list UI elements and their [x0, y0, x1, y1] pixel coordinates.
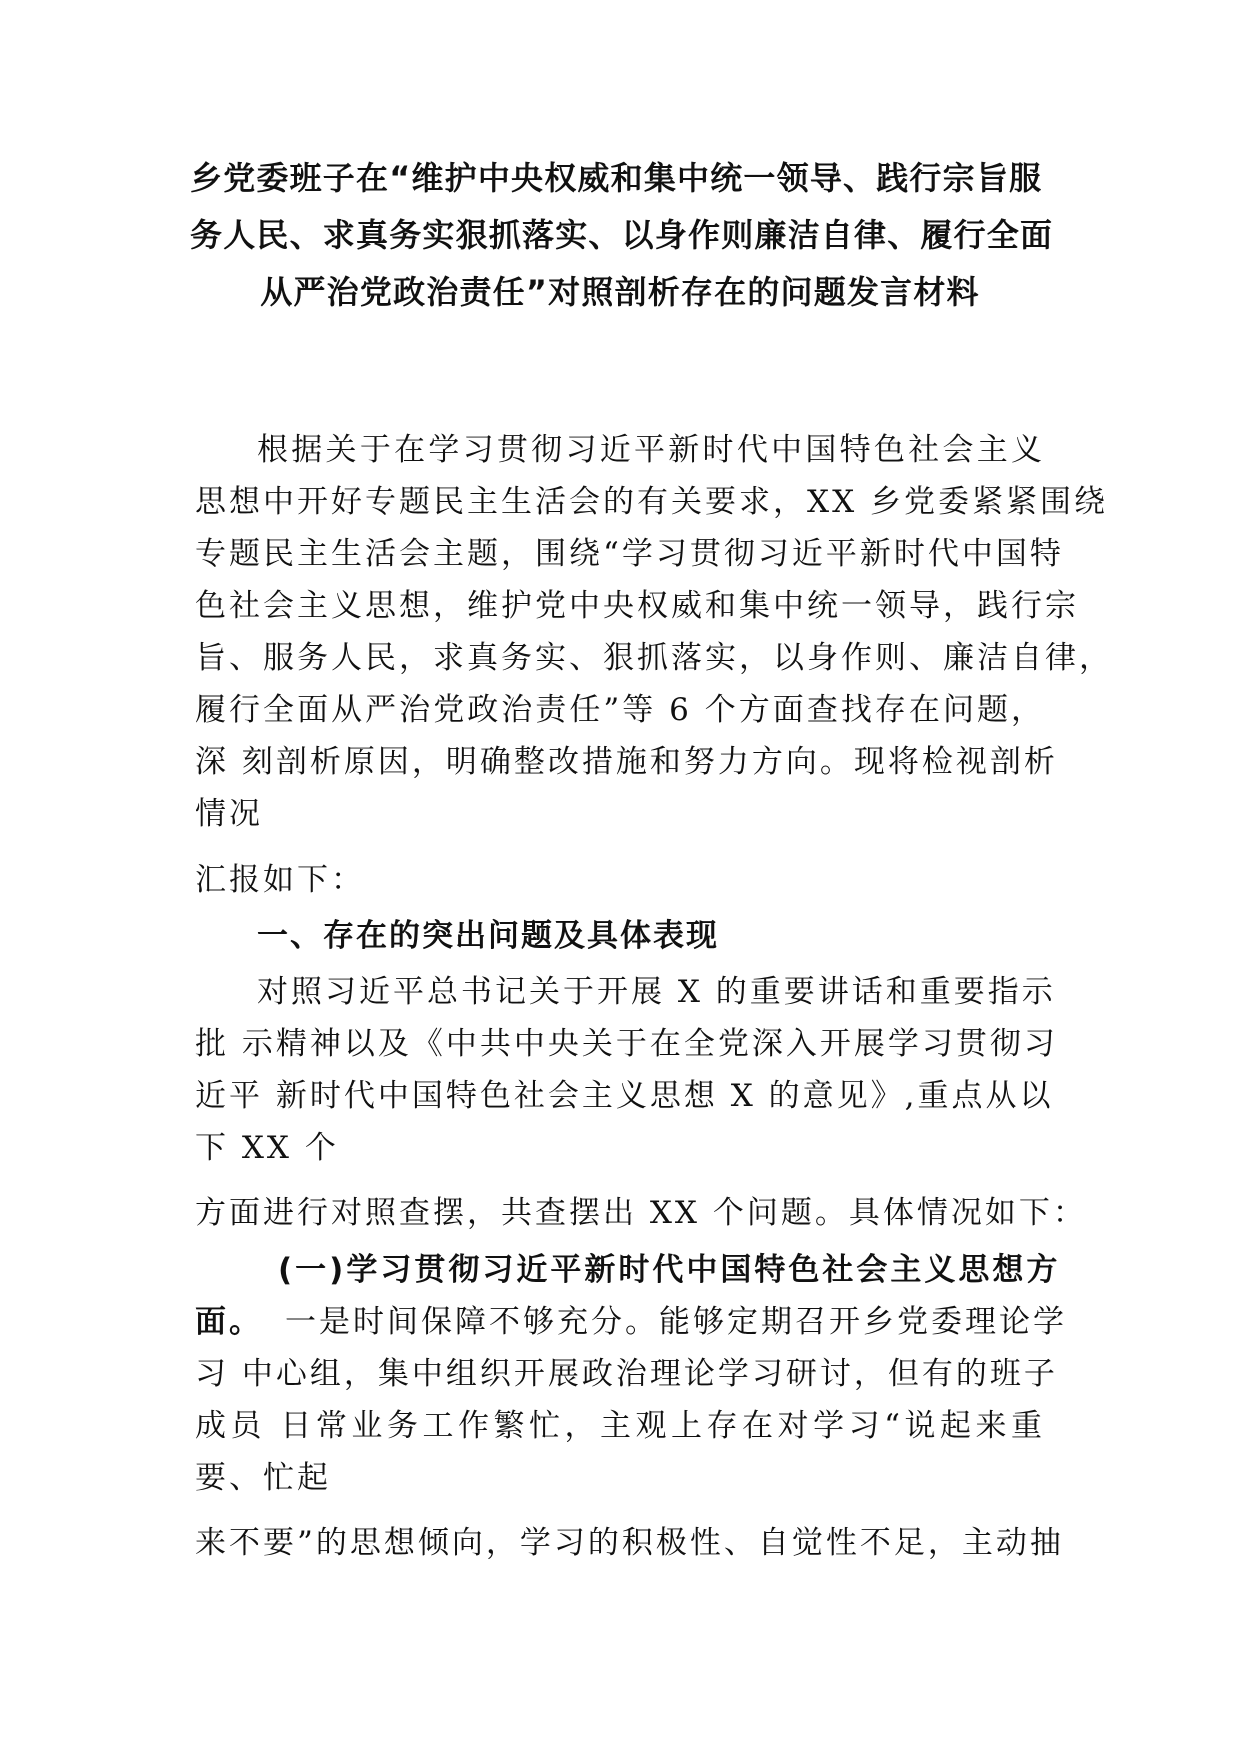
title-line-2: 务人民、求真务实狠抓落实、以身作则廉洁自律、履行全面 — [190, 216, 1054, 254]
title-line-3: 从严治党政治责任”对照剖析存在的问题发言材料 — [260, 273, 980, 311]
subsection-1-heading: (一)学习贯彻习近平新时代中国特色社会主义思想方 — [278, 1252, 1061, 1288]
section-1-heading: 一、存在的突出问题及具体表现 — [257, 918, 719, 954]
intro-line-3: 专题民主生活会主题，围绕“学习贯彻习近平新时代中国特 — [195, 536, 1064, 572]
subsection-1-heading-end: 面。 — [195, 1304, 263, 1340]
title-line-1: 乡党委班子在“维护中央权威和集中统一领导、践行宗旨服 — [190, 159, 1043, 197]
subsection-1-line-1 — [195, 1302, 1067, 1342]
document-title — [190, 150, 1054, 321]
intro-line-1: 根据关于在学习贯彻习近平新时代中国特色社会主义 — [257, 432, 1045, 468]
intro-line-7: 深 刻剖析原因，明确整改措施和努力方向。现将检视剖析 — [195, 744, 1058, 780]
section-1-line-3: 近平 新时代中国特色社会主义思想 X 的意见》,重点从以 — [195, 1078, 1054, 1114]
section-1-line-1: 对照习近平总书记关于开展 X 的重要讲话和重要指示 — [257, 974, 1056, 1010]
intro-line-4: 色社会主义思想，维护党中央权威和集中统一领导，践行宗 — [195, 588, 1079, 624]
section-1-summary: 方面进行对照查摆，共查摆出 XX 个问题。具体情况如下： — [195, 1195, 1087, 1231]
report-line: 汇报如下： — [195, 862, 365, 898]
subsection-1-line-3: 成员 日常业务工作繁忙，主观上存在对学习“说起来重 — [195, 1408, 1045, 1444]
subsection-1-continue: 来不要”的思想倾向，学习的积极性、自觉性不足，主动抽 — [195, 1525, 1064, 1561]
intro-line-2: 思想中开好专题民主生活会的有关要求，XX 乡党委紧紧围绕 — [195, 484, 1108, 520]
section-1-line-2: 批 示精神以及《中共中央关于在全党深入开展学习贯彻习 — [195, 1026, 1058, 1062]
intro-line-8: 情况 — [195, 796, 263, 832]
subsection-1-line-4: 要、忙起 — [195, 1460, 331, 1496]
intro-line-6: 履行全面从严治党政治责任”等 6 个方面查找存在问题， — [195, 692, 1045, 728]
intro-line-5: 旨、服务人民，求真务实、狠抓落实，以身作则、廉洁自律， — [195, 640, 1113, 676]
subsection-1-line-2: 习 中心组，集中组织开展政治理论学习研讨，但有的班子 — [195, 1356, 1058, 1392]
section-1-line-4: 下 XX 个 — [195, 1130, 339, 1166]
subsection-1-first-text: 一是时间保障不够充分。能够定期召开乡党委理论学 — [285, 1304, 1067, 1340]
